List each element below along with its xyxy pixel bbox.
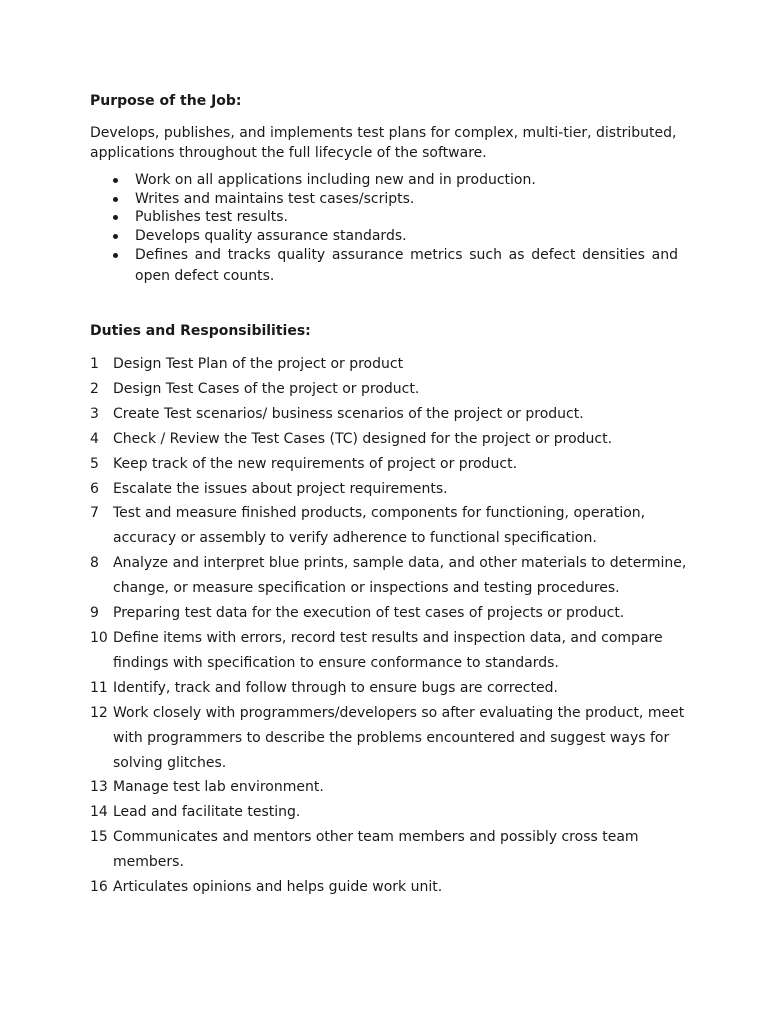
duty-item [90,676,690,701]
duty-item [90,477,690,502]
duty-item [90,875,690,900]
duty-text: Test and measure finished products, components for functioning, operation, accuracy or assembly to verify adherence to functional specification. [113,505,646,547]
duty-item [90,800,690,825]
purpose-intro: Develops, publishes, and implements test plans for complex, multi-tier, distributed, applications throughout the full lifecycle of the software. [90,125,677,161]
duty-text: Communicates and mentors other team members and possibly cross team members. [113,829,639,871]
duty-number: 3 [90,405,99,422]
duty-text: Lead and facilitate testing. [113,804,301,821]
duty-number: 11 [90,679,108,696]
bullet-text: Writes and maintains test cases/scripts. [135,190,415,207]
duty-number: 10 [90,629,108,646]
duty-number: 16 [90,879,108,896]
duty-item [90,601,690,626]
bullet-text: Publishes test results. [135,209,288,225]
duty-item [90,701,690,776]
duty-number: 4 [90,430,99,447]
duty-item [90,501,690,551]
bullet-dot-icon [113,178,118,183]
duty-item [90,377,690,402]
duty-number: 1 [90,356,99,372]
purpose-bullet-list [90,171,678,287]
duty-number: 13 [90,779,108,796]
bullet-dot-icon [113,215,118,220]
bullet-item [90,227,678,246]
duty-number: 6 [90,480,99,497]
duty-item [90,452,690,477]
bullet-item [90,171,678,190]
duty-number: 2 [90,380,99,397]
purpose-heading: Purpose of the Job: [90,93,242,109]
duty-number: 14 [90,804,108,821]
duties-list [90,352,690,900]
bullet-dot-icon [113,197,118,202]
bullet-text: Develops quality assurance standards. [135,227,407,244]
duty-number: 8 [90,555,99,572]
duty-item [90,825,690,875]
duty-text: Design Test Cases of the project or product. [113,380,420,397]
duty-text: Check / Review the Test Cases (TC) designed for the project or product. [113,430,613,447]
duty-number: 7 [90,505,99,522]
duty-item [90,352,690,377]
duty-text: Work closely with programmers/developers so after evaluating the product, meet with programmers to describe the problems encountered and suggest ways for solving glitches. [113,704,685,771]
duty-item [90,427,690,452]
bullet-item [90,190,678,209]
bullet-dot-icon [113,234,118,239]
duty-number: 12 [90,704,108,721]
duty-text: Design Test Plan of the project or product [113,356,404,372]
duty-number: 9 [90,605,99,622]
duty-text: Keep track of the new requirements of project or product. [113,455,518,472]
duty-text: Analyze and interpret blue prints, sample data, and other materials to determine, change, or measure specification or inspections and testing procedures. [113,555,687,597]
duty-text: Escalate the issues about project requirements. [113,480,448,497]
duty-item [90,626,690,676]
duty-text: Articulates opinions and helps guide work unit. [113,879,443,896]
duty-text: Define items with errors, record test results and inspection data, and compare findings with specification to ensure conformance to standards. [113,629,663,671]
duty-text: Preparing test data for the execution of test cases of projects or product. [113,605,625,622]
duty-number: 15 [90,829,108,846]
duties-heading: Duties and Responsibilities: [90,323,311,339]
bullet-item [90,245,678,287]
duty-item [90,402,690,427]
duty-item [90,775,690,800]
duty-item [90,551,690,601]
bullet-item [90,208,678,227]
bullet-dot-icon [113,253,118,258]
duty-text: Create Test scenarios/ business scenarios of the project or product. [113,405,584,422]
duty-text: Identify, track and follow through to ensure bugs are corrected. [113,679,558,696]
duty-number: 5 [90,455,99,472]
bullet-text: Work on all applications including new and in production. [135,172,536,188]
bullet-text: Defines and tracks quality assurance metrics such as defect densities and open defect counts. [135,247,678,284]
duty-text: Manage test lab environment. [113,779,324,796]
